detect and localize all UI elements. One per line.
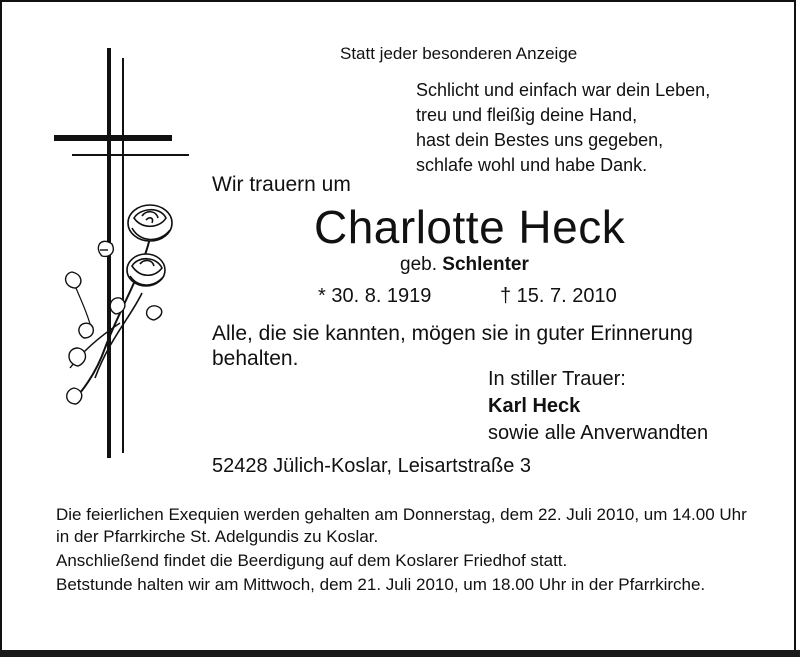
intro-text: Wir trauern um xyxy=(212,173,351,196)
footer-paragraph: Anschließend findet die Beerdigung auf dem Koslarer Friedhof statt. xyxy=(56,551,568,570)
footer-paragraph: Betstunde halten wir am Mittwoch, dem 21. Juli 2010, um 18.00 Uhr in der Pfarrkirche. xyxy=(56,575,706,594)
relatives-text: sowie alle Anverwandten xyxy=(488,422,709,444)
mourners-block xyxy=(488,366,708,447)
cross-with-roses-icon xyxy=(50,48,195,458)
memory-line: behalten. xyxy=(212,347,299,370)
poem-line: hast dein Bestes uns gegeben, xyxy=(416,130,664,150)
death-date: † 15. 7. 2010 xyxy=(500,285,617,307)
birth-date: * 30. 8. 1919 xyxy=(318,285,432,307)
maiden-name-line xyxy=(400,254,529,276)
poem xyxy=(416,78,710,178)
memory-text xyxy=(212,321,693,371)
born-prefix: geb. xyxy=(400,254,437,275)
notice-heading: Statt jeder besonderen Anzeige xyxy=(340,44,578,63)
deceased-name: Charlotte Heck xyxy=(314,201,626,253)
address: 52428 Jülich-Koslar, Leisartstraße 3 xyxy=(212,455,532,477)
mourning-label: In stiller Trauer: xyxy=(488,368,626,390)
footer-paragraph: Die feierlichen Exequien werden gehalten am Donnerstag, dem 22. Juli 2010, um 14.00 Uhr in der Pfarrkirche St. Adelgundis zu Koslar. xyxy=(56,505,747,546)
service-details xyxy=(56,504,756,598)
poem-line: schlafe wohl und habe Dank. xyxy=(416,155,648,175)
maiden-name: Schlenter xyxy=(442,254,529,275)
mourner-name: Karl Heck xyxy=(488,395,581,417)
memory-line: Alle, die sie kannten, mögen sie in guter Erinnerung xyxy=(212,322,693,345)
poem-line: Schlicht und einfach war dein Leben, xyxy=(416,80,711,100)
bottom-rule xyxy=(0,650,800,657)
poem-line: treu und fleißig deine Hand, xyxy=(416,105,638,125)
